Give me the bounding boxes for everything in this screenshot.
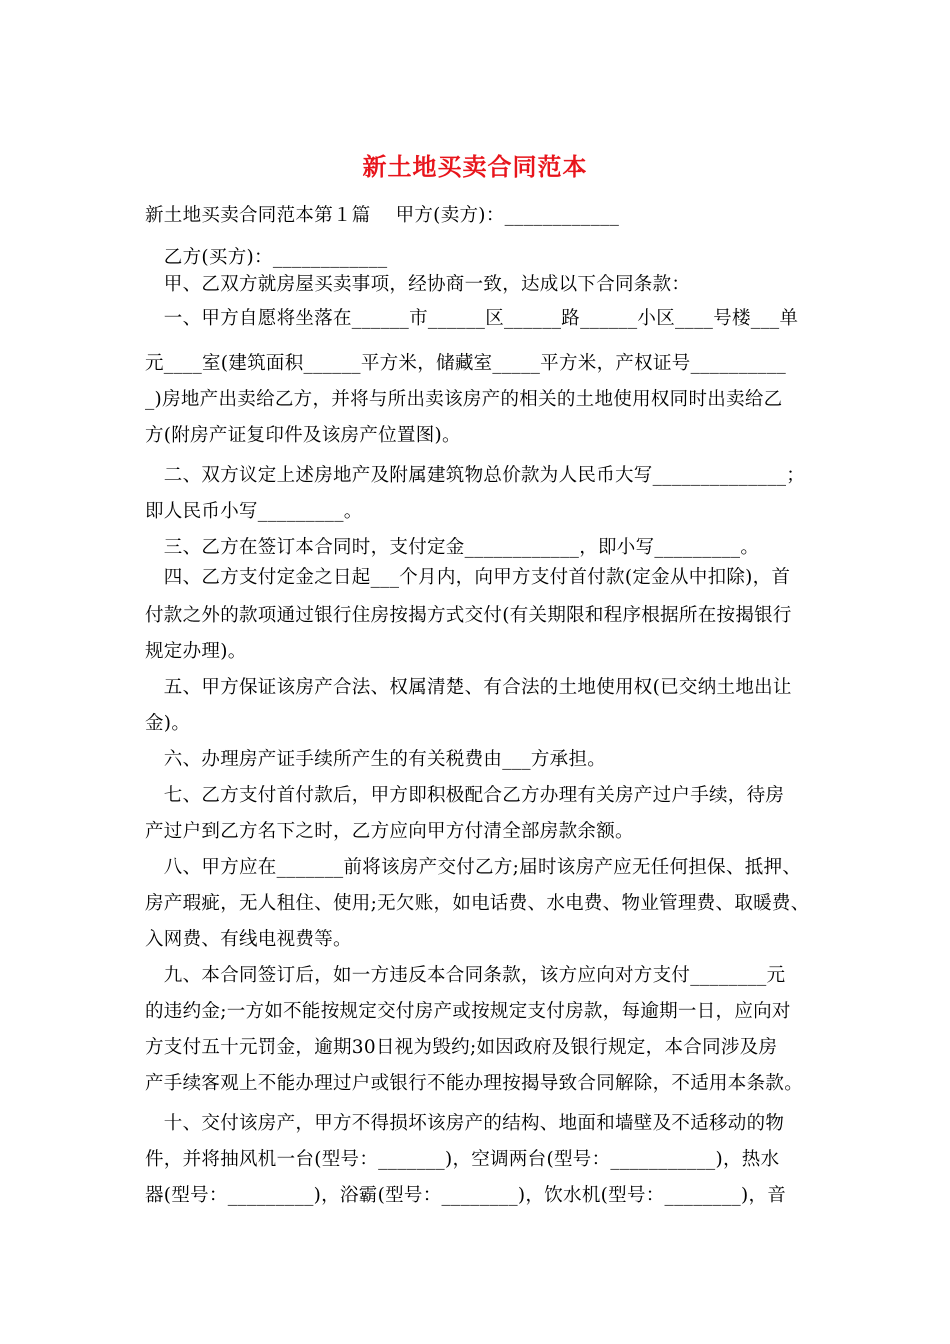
- document-line: 乙方(买方)：____________: [145, 247, 388, 268]
- document-line: 器(型号：_________)，浴霸(型号：________)，饮水机(型号：________)，音: [145, 1185, 787, 1206]
- document-line: 一、甲方自愿将坐落在______市______区______路______小区____号楼___单: [145, 308, 799, 329]
- document-line: 的违约金;一方如不能按规定交付房产或按规定支付房款，每逾期一日，应向对: [145, 1001, 791, 1022]
- document-line: 方(附房产证复印件及该房产位置图)。: [145, 425, 461, 446]
- document-line: 付款之外的款项通过银行住房按揭方式交付(有关期限和程序根据所在按揭银行: [145, 605, 792, 626]
- document-line: 元____室(建筑面积______平方米，储藏室_____平方米，产权证号__________: [145, 353, 787, 374]
- document-line: 产手续客观上不能办理过户或银行不能办理按揭导致合同解除，不适用本条款。: [145, 1073, 804, 1094]
- document-title: 新土地买卖合同范本: [362, 152, 588, 181]
- document-line: 新土地买卖合同范本第１篇 甲方(卖方)：____________: [145, 205, 620, 226]
- document-line: 七、乙方支付首付款后，甲方即积极配合乙方办理有关房产过户手续，待房: [145, 785, 785, 806]
- document-line: 规定办理)。: [145, 641, 247, 662]
- document-line: 房产瑕疵，无人租住、使用;无欠账，如电话费、水电费、物业管理费、取暖费、: [145, 893, 810, 914]
- document-line: 件，并将抽风机一台(型号：_______)，空调两台(型号：___________)，热水: [145, 1149, 780, 1170]
- document-line: 三、乙方在签订本合同时，支付定金____________，即小写_________。: [145, 537, 760, 558]
- document-line: 产过户到乙方名下之时，乙方应向甲方付清全部房款余额。: [145, 821, 634, 842]
- document-line: 九、本合同签订后，如一方违反本合同条款，该方应向对方支付________元: [145, 965, 786, 986]
- document-line: 四、乙方支付定金之日起___个月内，向甲方支付首付款(定金从中扣除)，首: [145, 567, 791, 588]
- document-line: 二、双方议定上述房地产及附属建筑物总价款为人民币大写______________；: [145, 465, 806, 486]
- document-line: 金)。: [145, 713, 191, 734]
- document-line: 五、甲方保证该房产合法、权属清楚、有合法的土地使用权(已交纳土地出让: [145, 677, 792, 698]
- document-line: 甲、乙双方就房屋买卖事项，经协商一致，达成以下合同条款：: [145, 274, 691, 295]
- document-line: 方支付五十元罚金，逾期30日视为毁约;如因政府及银行规定，本合同涉及房: [145, 1037, 778, 1058]
- document-line: _)房地产出卖给乙方，并将与所出卖该房产的相关的土地使用权同时出卖给乙: [145, 389, 783, 410]
- document-line: 六、办理房产证手续所产生的有关税费由___方承担。: [145, 749, 607, 770]
- document-line: 十、交付该房产，甲方不得损坏该房产的结构、地面和墙壁及不适移动的物: [145, 1113, 785, 1134]
- document-line: 即人民币小写_________。: [145, 501, 363, 522]
- document-line: 入网费、有线电视费等。: [145, 929, 352, 950]
- document-line: 八、甲方应在_______前将该房产交付乙方;届时该房产应无任何担保、抵押、: [145, 857, 802, 878]
